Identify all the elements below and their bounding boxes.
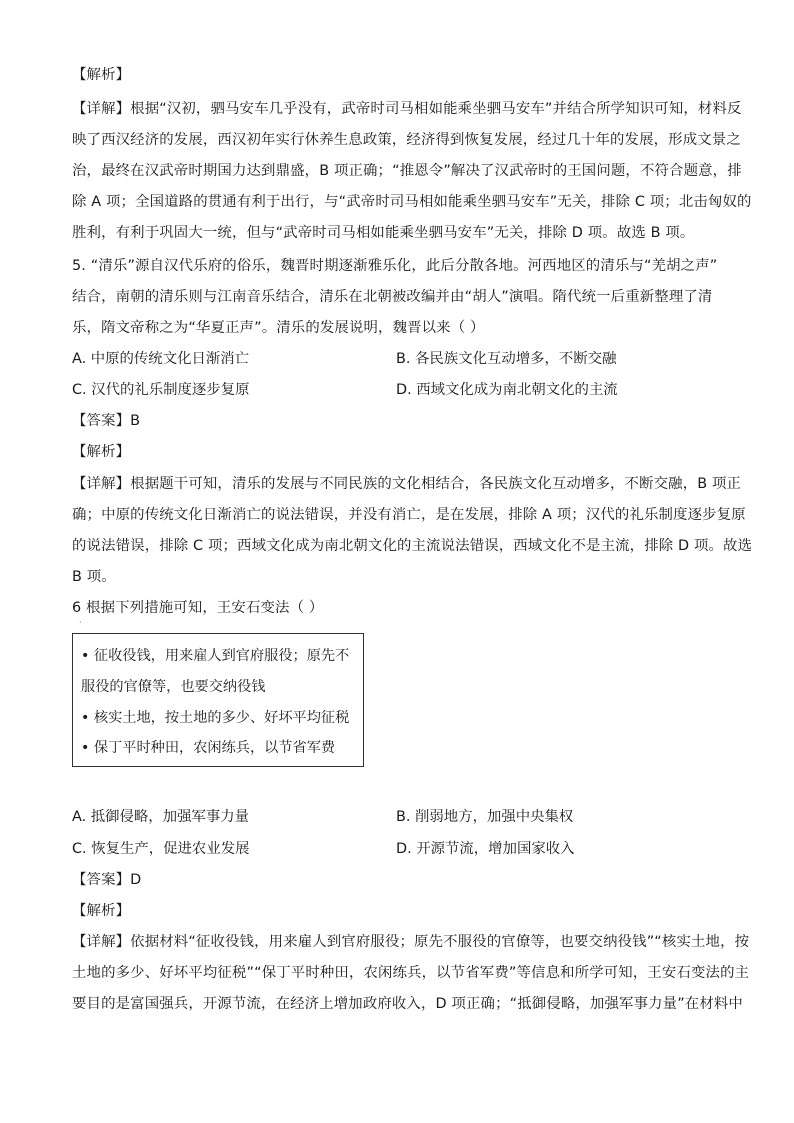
q4-detail-line-5: 胜利，有利于巩固大一统，但与“武帝时司马相如能乘坐驷马安车”无关，排除 D 项。故选 B 项。 — [72, 225, 695, 241]
q6-material-line-1: • 征收役钱，用来雇人到官府服役；原先不 — [81, 648, 350, 664]
q5-detail-line-2: 确；中原的传统文化日渐消亡的说法错误，并没有消亡，是在发展，排除 A 项；汉代的礼乐制度逐步复原 — [72, 507, 746, 523]
q4-detail-line-4: 除 A 项；全国道路的贯通有利于出行，与“武帝时司马相如能乘坐驷马安车”无关，排除 C 项；北击匈奴的 — [72, 194, 752, 210]
q6-option-d: D. 开源节流，增加国家收入 — [396, 841, 575, 857]
q5-stem-line-3: 乐，隋文帝称之为“华夏正声”。清乐的发展说明，魏晋以来（ ） — [72, 320, 485, 336]
q4-analysis-label: 【解析】 — [72, 67, 131, 83]
q4-detail-line-2: 映了西汉经济的发展，西汉初年实行休养生息政策，经济得到恢复发展，经过几十年的发展，形成文景之 — [72, 132, 741, 148]
q6-material-line-3: • 核实土地，按土地的多少、好坏平均征税 — [81, 710, 350, 726]
q5-analysis-label: 【解析】 — [72, 444, 131, 460]
q5-stem-line-2: 结合，南朝的清乐则与江南音乐结合，清乐在北朝被改编并由“胡人”演唱。隋代统一后重新整理了清 — [72, 289, 713, 305]
q4-detail-line-1: 【详解】根据“汉初，驷马安车几乎没有，武帝时司马相如能乘坐驷马安车”并结合所学知识可知，材料反 — [72, 101, 742, 117]
q5-detail-line-1: 【详解】根据题干可知，清乐的发展与不同民族的文化相结合，各民族文化互动增多，不断交融，B 项正 — [72, 476, 742, 492]
q6-stem: 6 根据下列措施可知，王安石变法（ ） — [72, 600, 324, 616]
q6-option-b: B. 削弱地方，加强中央集权 — [396, 809, 574, 825]
q5-option-a: A. 中原的传统文化日渐消亡 — [72, 351, 250, 367]
q5-detail-line-3: 的说法错误，排除 C 项；西域文化成为南北朝文化的主流说法错误，西域文化不是主流，排除 D 项。故选 — [72, 538, 753, 554]
q6-analysis-label: 【解析】 — [72, 903, 131, 919]
q5-option-d: D. 西域文化成为南北朝文化的主流 — [396, 382, 618, 398]
q5-answer: 【答案】B — [72, 413, 141, 429]
q5-option-c: C. 汉代的礼乐制度逐步复原 — [72, 382, 250, 398]
q6-material-box — [72, 633, 364, 767]
q4-detail-line-3: 治，最终在汉武帝时期国力达到鼎盛，B 项正确；“推恩令”解决了汉武帝时的王国问题，不符合题意，排 — [72, 163, 742, 179]
q5-option-b: B. 各民族文化互动增多，不断交融 — [396, 351, 617, 367]
q6-detail-line-1: 【详解】依据材料“征收役钱，用来雇人到官府服役；原先不服役的官僚等，也要交纳役钱”“核实土地，按 — [72, 934, 750, 950]
q6-answer: 【答案】D — [72, 872, 142, 888]
q6-detail-line-2: 土地的多少、好坏平均征税”“保丁平时种田，农闲练兵，以节省军费”等信息和所学可知，王安石变法的主 — [72, 965, 750, 981]
q6-material-line-4: • 保丁平时种田，农闲练兵，以节省军费 — [81, 740, 336, 756]
q6-material-line-2: 服役的官僚等，也要交纳役钱 — [81, 679, 266, 695]
q6-option-c: C. 恢复生产，促进农业发展 — [72, 841, 250, 857]
q6-dot-mark: · — [79, 618, 82, 627]
q5-detail-line-4: B 项。 — [72, 569, 116, 585]
q6-detail-line-3: 要目的是富国强兵，开源节流，在经济上增加政府收入，D 项正确；“抵御侵略，加强军事力量”在材料中 — [72, 996, 743, 1012]
q5-stem-line-1: 5. “清乐”源自汉代乐府的俗乐，魏晋时期逐渐雅乐化，此后分散各地。河西地区的清乐与“羌胡之声” — [72, 258, 718, 274]
q6-option-a: A. 抵御侵略，加强军事力量 — [72, 809, 250, 825]
